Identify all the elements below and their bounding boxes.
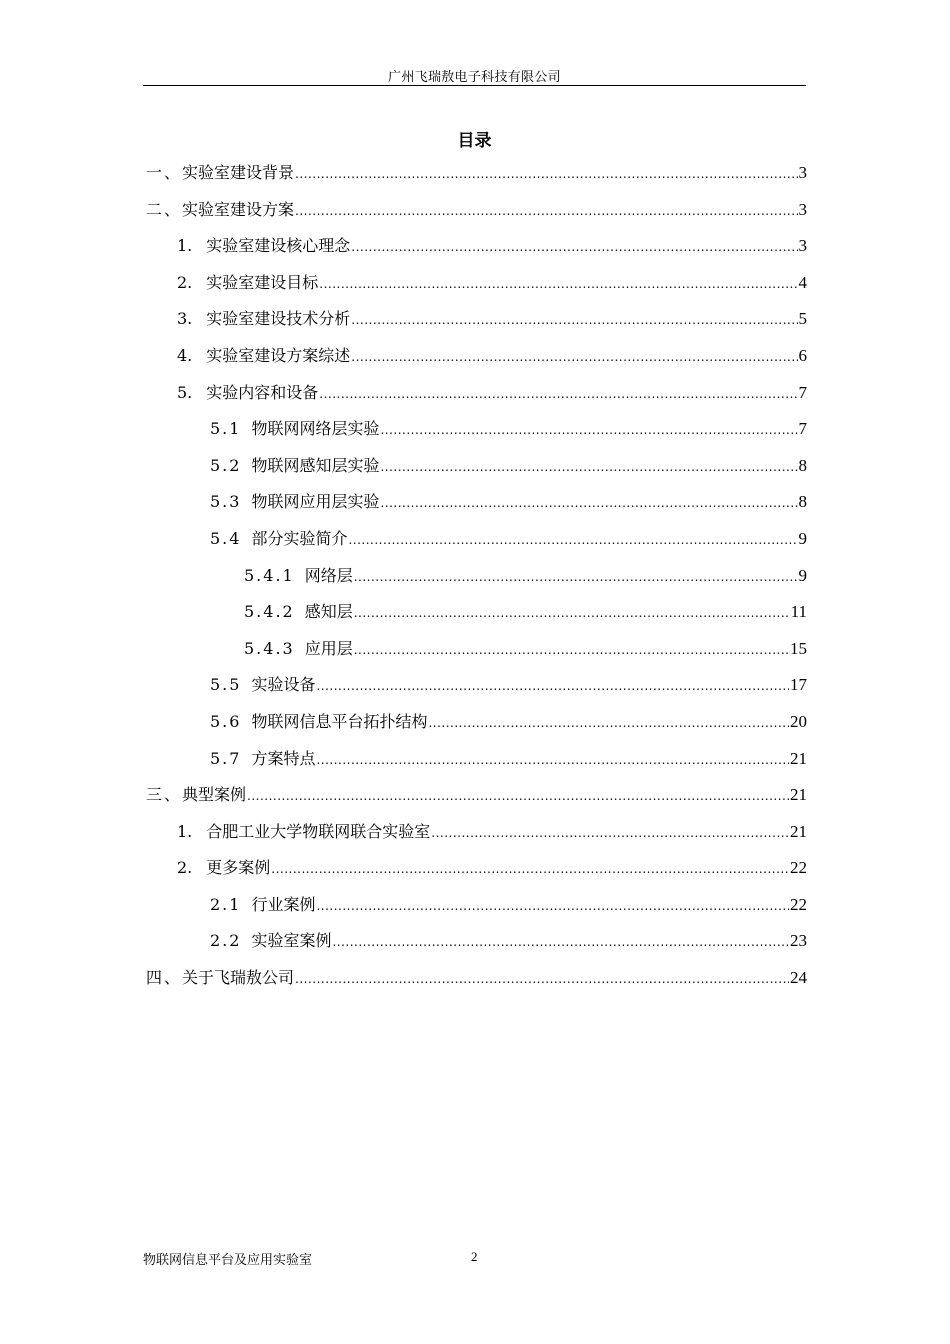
toc-entry-number: 1. xyxy=(177,821,193,841)
toc-entry-text: 实验室建设方案 xyxy=(182,199,295,219)
toc-entry[interactable] xyxy=(146,448,807,485)
toc-leader-dots xyxy=(295,156,797,193)
toc-entry-number: 5.1 xyxy=(210,419,242,439)
toc-entry-page: 7 xyxy=(798,419,807,439)
toc-leader-dots xyxy=(316,888,789,925)
toc-entry-text: 物联网网络层实验 xyxy=(251,419,380,439)
toc-entry[interactable] xyxy=(146,777,807,814)
toc-leader-dots xyxy=(316,668,789,705)
toc-leader-dots xyxy=(380,485,797,522)
toc-entry[interactable] xyxy=(146,228,807,265)
toc-entry-number: 5.2 xyxy=(210,455,242,475)
toc-leader-dots xyxy=(351,339,797,376)
toc-entry-page: 22 xyxy=(790,894,807,914)
toc-leader-dots xyxy=(380,449,797,486)
toc-entry[interactable] xyxy=(146,850,807,887)
toc-entry-text: 网络层 xyxy=(304,565,353,585)
toc-entry-text: 关于飞瑞敖公司 xyxy=(182,968,295,988)
toc-entry-text: 实验室建设核心理念 xyxy=(206,236,351,256)
footer-doc-title: 物联网信息平台及应用实验室 xyxy=(143,1253,313,1268)
toc-entry-page: 8 xyxy=(798,455,807,475)
toc-entry-text: 部分实验简介 xyxy=(251,528,348,548)
toc-entry[interactable] xyxy=(146,960,807,997)
toc-entry[interactable] xyxy=(146,192,807,229)
toc-entry-text: 典型案例 xyxy=(182,785,247,805)
toc-leader-dots xyxy=(316,742,789,779)
toc-entry-number: 5.4.1 xyxy=(244,565,295,585)
toc-entry-text: 实验室建设方案综述 xyxy=(206,345,351,365)
toc-entry-number: 5.5 xyxy=(210,675,242,695)
toc-entry-text: 行业案例 xyxy=(251,894,316,914)
toc-leader-dots xyxy=(348,522,797,559)
toc-entry-text: 方案特点 xyxy=(251,748,316,768)
toc-entry-number: 2.2 xyxy=(210,931,242,951)
toc-entry-page: 15 xyxy=(790,638,807,658)
toc-entry-number: 2.1 xyxy=(210,894,242,914)
toc-entry-page: 17 xyxy=(790,675,807,695)
toc-entry[interactable] xyxy=(146,375,807,412)
toc-entry-text: 合肥工业大学物联网联合实验室 xyxy=(206,821,431,841)
toc-entry[interactable] xyxy=(146,887,807,924)
toc-entry-page: 11 xyxy=(790,602,807,622)
toc-entry-page: 24 xyxy=(790,968,807,988)
toc-entry-number: 二、 xyxy=(146,199,183,219)
toc-leader-dots xyxy=(247,778,789,815)
toc-entry-page: 8 xyxy=(798,492,807,512)
toc-title: 目录 xyxy=(457,131,492,151)
toc-entry-text: 实验室建设技术分析 xyxy=(206,309,351,329)
toc-entry-number: 1. xyxy=(177,236,193,256)
toc-entry[interactable] xyxy=(146,484,807,521)
toc-entry[interactable] xyxy=(146,338,807,375)
toc-entry[interactable] xyxy=(146,631,807,668)
toc-entry-page: 22 xyxy=(790,858,807,878)
toc-entry-page: 7 xyxy=(798,382,807,402)
footer-page-number: 2 xyxy=(471,1249,478,1264)
toc-entry-page: 4 xyxy=(798,272,807,292)
toc-entry-number: 5. xyxy=(177,382,193,402)
toc-leader-dots xyxy=(354,595,790,632)
toc-entry-number: 2. xyxy=(177,858,193,878)
toc-entry-number: 5.3 xyxy=(210,492,242,512)
toc-leader-dots xyxy=(431,815,789,852)
toc-leader-dots xyxy=(354,559,798,596)
toc-entry-text: 实验设备 xyxy=(251,675,316,695)
toc-entry[interactable] xyxy=(146,411,807,448)
toc-entry[interactable] xyxy=(146,558,807,595)
toc-entry-page: 9 xyxy=(798,528,807,548)
toc-leader-dots xyxy=(428,705,789,742)
toc-entry-page: 6 xyxy=(798,345,807,365)
toc-entry-page: 21 xyxy=(790,785,807,805)
page-header-company: 广州飞瑞敖电子科技有限公司 xyxy=(388,70,561,85)
toc-entry-number: 5.4 xyxy=(210,528,242,548)
toc-entry[interactable] xyxy=(146,301,807,338)
toc-entry-number: 5.4.3 xyxy=(244,638,295,658)
toc-entry-number: 3. xyxy=(177,309,193,329)
toc-leader-dots xyxy=(319,266,797,303)
toc-entry-text: 实验内容和设备 xyxy=(206,382,319,402)
toc-leader-dots xyxy=(354,632,789,669)
toc-leader-dots xyxy=(351,302,797,339)
toc-entry[interactable] xyxy=(146,667,807,704)
toc-entry-text: 物联网应用层实验 xyxy=(251,492,380,512)
toc-entry[interactable] xyxy=(146,814,807,851)
toc-entry-text: 更多案例 xyxy=(206,858,271,878)
toc-leader-dots xyxy=(332,924,789,961)
toc-entry-text: 物联网感知层实验 xyxy=(251,455,380,475)
toc-entry[interactable] xyxy=(146,741,807,778)
toc-entry-number: 2. xyxy=(177,272,193,292)
toc-entry-text: 感知层 xyxy=(304,602,353,622)
toc-entry-page: 3 xyxy=(798,236,807,256)
table-of-contents xyxy=(146,155,807,997)
toc-entry[interactable] xyxy=(146,265,807,302)
header-divider xyxy=(143,85,806,86)
toc-entry-number: 四、 xyxy=(146,968,183,988)
toc-entry-page: 21 xyxy=(790,748,807,768)
toc-entry-number: 5.6 xyxy=(210,711,242,731)
toc-entry-number: 4. xyxy=(177,345,193,365)
toc-entry-page: 3 xyxy=(798,199,807,219)
toc-entry-page: 9 xyxy=(798,565,807,585)
toc-entry-number: 5.7 xyxy=(210,748,242,768)
toc-leader-dots xyxy=(319,376,797,413)
toc-entry[interactable] xyxy=(146,521,807,558)
toc-entry-page: 23 xyxy=(790,931,807,951)
toc-entry-text: 实验室建设背景 xyxy=(182,163,295,182)
toc-entry-page: 5 xyxy=(798,309,807,329)
toc-entry-number: 三、 xyxy=(146,785,183,805)
toc-leader-dots xyxy=(295,193,797,230)
toc-entry-page: 3 xyxy=(798,163,807,182)
toc-leader-dots xyxy=(295,961,789,998)
toc-entry-text: 物联网信息平台拓扑结构 xyxy=(251,711,428,731)
toc-entry-text: 应用层 xyxy=(304,638,353,658)
toc-entry[interactable] xyxy=(146,704,807,741)
toc-entry-number: 一、 xyxy=(146,163,183,182)
toc-entry-page: 20 xyxy=(790,711,807,731)
toc-entry[interactable] xyxy=(146,155,807,192)
toc-leader-dots xyxy=(380,412,797,449)
toc-entry-text: 实验室建设目标 xyxy=(206,272,319,292)
toc-entry[interactable] xyxy=(146,923,807,960)
toc-entry-number: 5.4.2 xyxy=(244,602,295,622)
toc-leader-dots xyxy=(271,851,789,888)
toc-entry-page: 21 xyxy=(790,821,807,841)
toc-leader-dots xyxy=(351,229,797,266)
toc-entry[interactable] xyxy=(146,594,807,631)
toc-entry-text: 实验室案例 xyxy=(251,931,332,951)
